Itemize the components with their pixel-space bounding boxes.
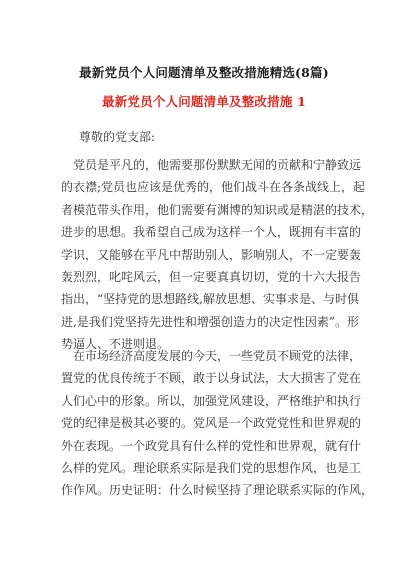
paragraph-line: 轰烈烈，叱咤风云，但一定要真真切切，党的十六大报告 xyxy=(61,269,362,284)
salutation: 尊敬的党支部: xyxy=(79,130,156,144)
paragraph-line: 进,是我们党坚持先进性和增强创造力的决定性因素”。形 xyxy=(61,314,359,329)
document-subtitle: 最新党员个人问题清单及整改措施 1 xyxy=(102,94,306,109)
paragraph-line: 指出，“坚持党的思想路线,解放思想、实事求是、与时俱 xyxy=(61,292,359,307)
paragraph-line: 党的纪律是极其必要的。党风是一个政党党性和世界观的 xyxy=(61,416,362,431)
paragraph-2 xyxy=(61,345,374,502)
paragraph-line: 作作风。历史证明：什么时候坚持了理论联系实际的作风， xyxy=(61,483,374,498)
paragraph-line: 人们心中的形象。所以，加强党风建设，严格维护和执行 xyxy=(61,393,362,408)
paragraph-line: 势逼人、不进则退。 xyxy=(61,337,170,352)
document-title: 最新党员个人问题清单及整改措施精选(8篇) xyxy=(79,65,329,80)
paragraph-line: 的衣襟;党员也应该是优秀的，他们战斗在各条战线上，起 xyxy=(61,180,366,195)
paragraph-line: 者模范带头作用，他们需要有渊博的知识或是精湛的技术， xyxy=(61,202,374,217)
paragraph-line: 外在表现。一个政党具有什么样的党性和世界观，就有什 xyxy=(61,438,362,453)
paragraph-line: 进步的思想。我希望自己成为这样一个人，既拥有丰富的 xyxy=(61,225,362,240)
paragraph-line: 在市场经济高度发展的今天，一些党员不顾党的法律， xyxy=(73,349,362,363)
paragraph-line: 党员是平凡的，他需要那份默默无闻的贡献和宁静致远 xyxy=(73,158,362,172)
paragraph-line: 置党的优良传统于不顾，敢于以身试法，大大损害了党在 xyxy=(61,371,362,386)
paragraph-line: 么样的党风。理论联系实际是我们党的思想作风，也是工 xyxy=(61,460,362,475)
paragraph-line: 学识，又能够在平凡中帮助别人，影响别人，不一定要轰 xyxy=(61,247,362,262)
